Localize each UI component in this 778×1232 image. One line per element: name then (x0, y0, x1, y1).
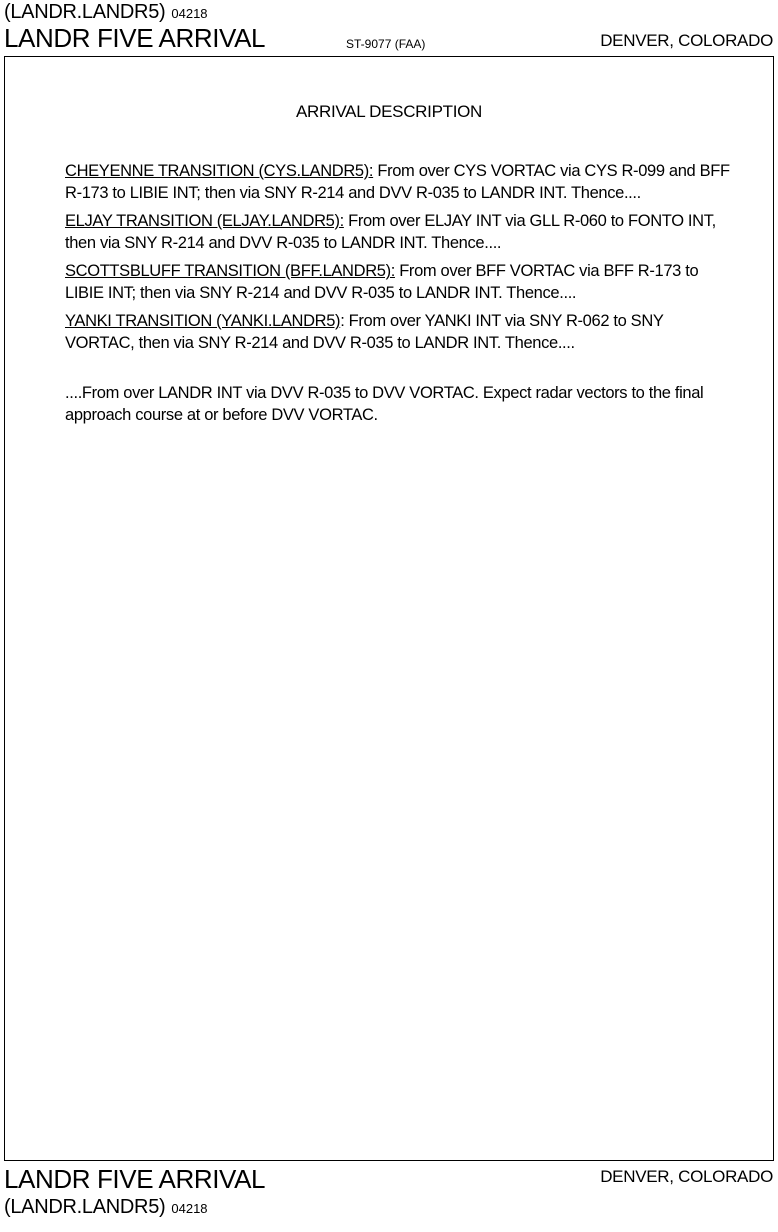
chart-number: ST-9077 (FAA) (346, 37, 426, 51)
transition-eljay (65, 210, 733, 254)
transition-text: From over ELJAY INT via GLL R-060 to FONTO INT, then via SNY R-214 and DVV R-035 to LANDR INT. Thence.... (65, 212, 716, 252)
footer-procedure-code (4, 1197, 208, 1217)
transitions-list (65, 160, 733, 432)
header-procedure-code (4, 2, 208, 22)
transition-cheyenne (65, 160, 733, 204)
header-location: DENVER, COLORADO (600, 31, 773, 50)
header-procedure-id: (LANDR.LANDR5) (4, 1, 166, 23)
transition-yanki (65, 310, 733, 354)
footer-amendment-number: 04218 (171, 1201, 208, 1216)
header-amendment-number: 04218 (171, 6, 208, 21)
transition-name: YANKI TRANSITION (YANKI.LANDR5) (65, 312, 341, 330)
transition-text: From over BFF VORTAC via BFF R-173 to LIBIE INT; then via SNY R-214 and DVV R-035 to LANDR INT. Thence.... (65, 262, 699, 302)
common-route-description: ....From over LANDR INT via DVV R-035 to DVV VORTAC. Expect radar vectors to the final approach course at or before DVV VORTAC. (65, 384, 704, 424)
description-frame (4, 56, 774, 1161)
footer-title: LANDR FIVE ARRIVAL (4, 1164, 266, 1194)
footer-location: DENVER, COLORADO (600, 1167, 773, 1186)
transition-name: ELJAY TRANSITION (ELJAY.LANDR5): (65, 212, 344, 230)
transition-text: : From over YANKI INT via SNY R-062 to SNY VORTAC, then via SNY R-214 and DVV R-035 to LANDR INT. Thence.... (65, 312, 664, 352)
header-title: LANDR FIVE ARRIVAL (4, 23, 266, 53)
footer-procedure-id: (LANDR.LANDR5) (4, 1196, 166, 1218)
transition-name: CHEYENNE TRANSITION (CYS.LANDR5): (65, 162, 374, 180)
section-heading: ARRIVAL DESCRIPTION (295, 102, 483, 121)
transition-text: From over CYS VORTAC via CYS R-099 and BFF R-173 to LIBIE INT; then via SNY R-214 and DVV R-035 to LANDR INT. Thence.... (65, 162, 730, 202)
transition-scottsbluff (65, 260, 733, 304)
transition-name: SCOTTSBLUFF TRANSITION (BFF.LANDR5): (65, 262, 395, 280)
